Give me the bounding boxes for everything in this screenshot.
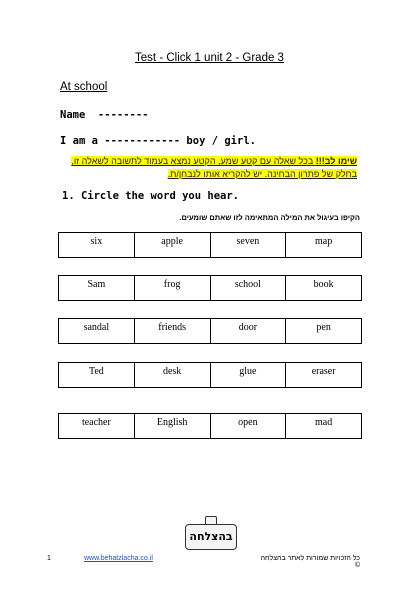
word-cell: friends bbox=[135, 319, 211, 343]
word-row bbox=[58, 362, 362, 388]
gender-line: I am a ------------ boy / girl. bbox=[60, 135, 256, 147]
question-instruction: הקיפו בעיגול את המילה המתאימה לזו שאתם שומעים. bbox=[179, 213, 360, 222]
word-cell: teacher bbox=[59, 414, 135, 438]
word-cell: Sam bbox=[59, 276, 135, 300]
copyright-text: כל הזכויות שמורות לאתר בהצלחה © bbox=[260, 555, 360, 569]
brand-logo: בהצלחה bbox=[185, 524, 237, 550]
word-cell: map bbox=[315, 236, 333, 247]
word-cell: frog bbox=[135, 276, 211, 300]
word-row bbox=[58, 275, 362, 301]
word-cell: English bbox=[135, 414, 211, 438]
word-cell: open bbox=[211, 414, 287, 438]
word-cell: seven bbox=[211, 233, 287, 257]
website-link[interactable]: www.behatzlacha.co.il bbox=[84, 555, 153, 562]
word-cell: eraser bbox=[311, 366, 336, 377]
word-row bbox=[58, 318, 362, 344]
word-cell: school bbox=[211, 276, 287, 300]
word-cell: sandal bbox=[59, 319, 135, 343]
section-title: At school bbox=[60, 81, 108, 93]
notice-strong: שימו לב!!! bbox=[315, 156, 357, 166]
word-cell: glue bbox=[211, 363, 287, 387]
word-cell: desk bbox=[135, 363, 211, 387]
word-cell: pen bbox=[316, 322, 331, 333]
word-cell: six bbox=[59, 233, 135, 257]
word-cell: mad bbox=[315, 417, 333, 428]
page-title: Test - Click 1 unit 2 - Grade 3 bbox=[135, 52, 284, 64]
page-number: 1 bbox=[47, 555, 51, 562]
word-row bbox=[58, 232, 362, 258]
word-cell: door bbox=[211, 319, 287, 343]
notice-text: בכל שאלה עם קטע שמע, הקטע נמצא בעמוד לתשובה לשאלה זו, בחלק של פתרון הבחינה. יש להקריא אותו לנבחן/ת. bbox=[71, 156, 357, 179]
word-cell: Ted bbox=[59, 363, 135, 387]
word-cell: apple bbox=[135, 233, 211, 257]
question-title: 1. Circle the word you hear. bbox=[62, 190, 240, 202]
teacher-notice bbox=[60, 155, 357, 181]
word-cell: book bbox=[313, 279, 334, 290]
name-line: Name -------- bbox=[60, 109, 149, 121]
word-row bbox=[58, 413, 362, 439]
